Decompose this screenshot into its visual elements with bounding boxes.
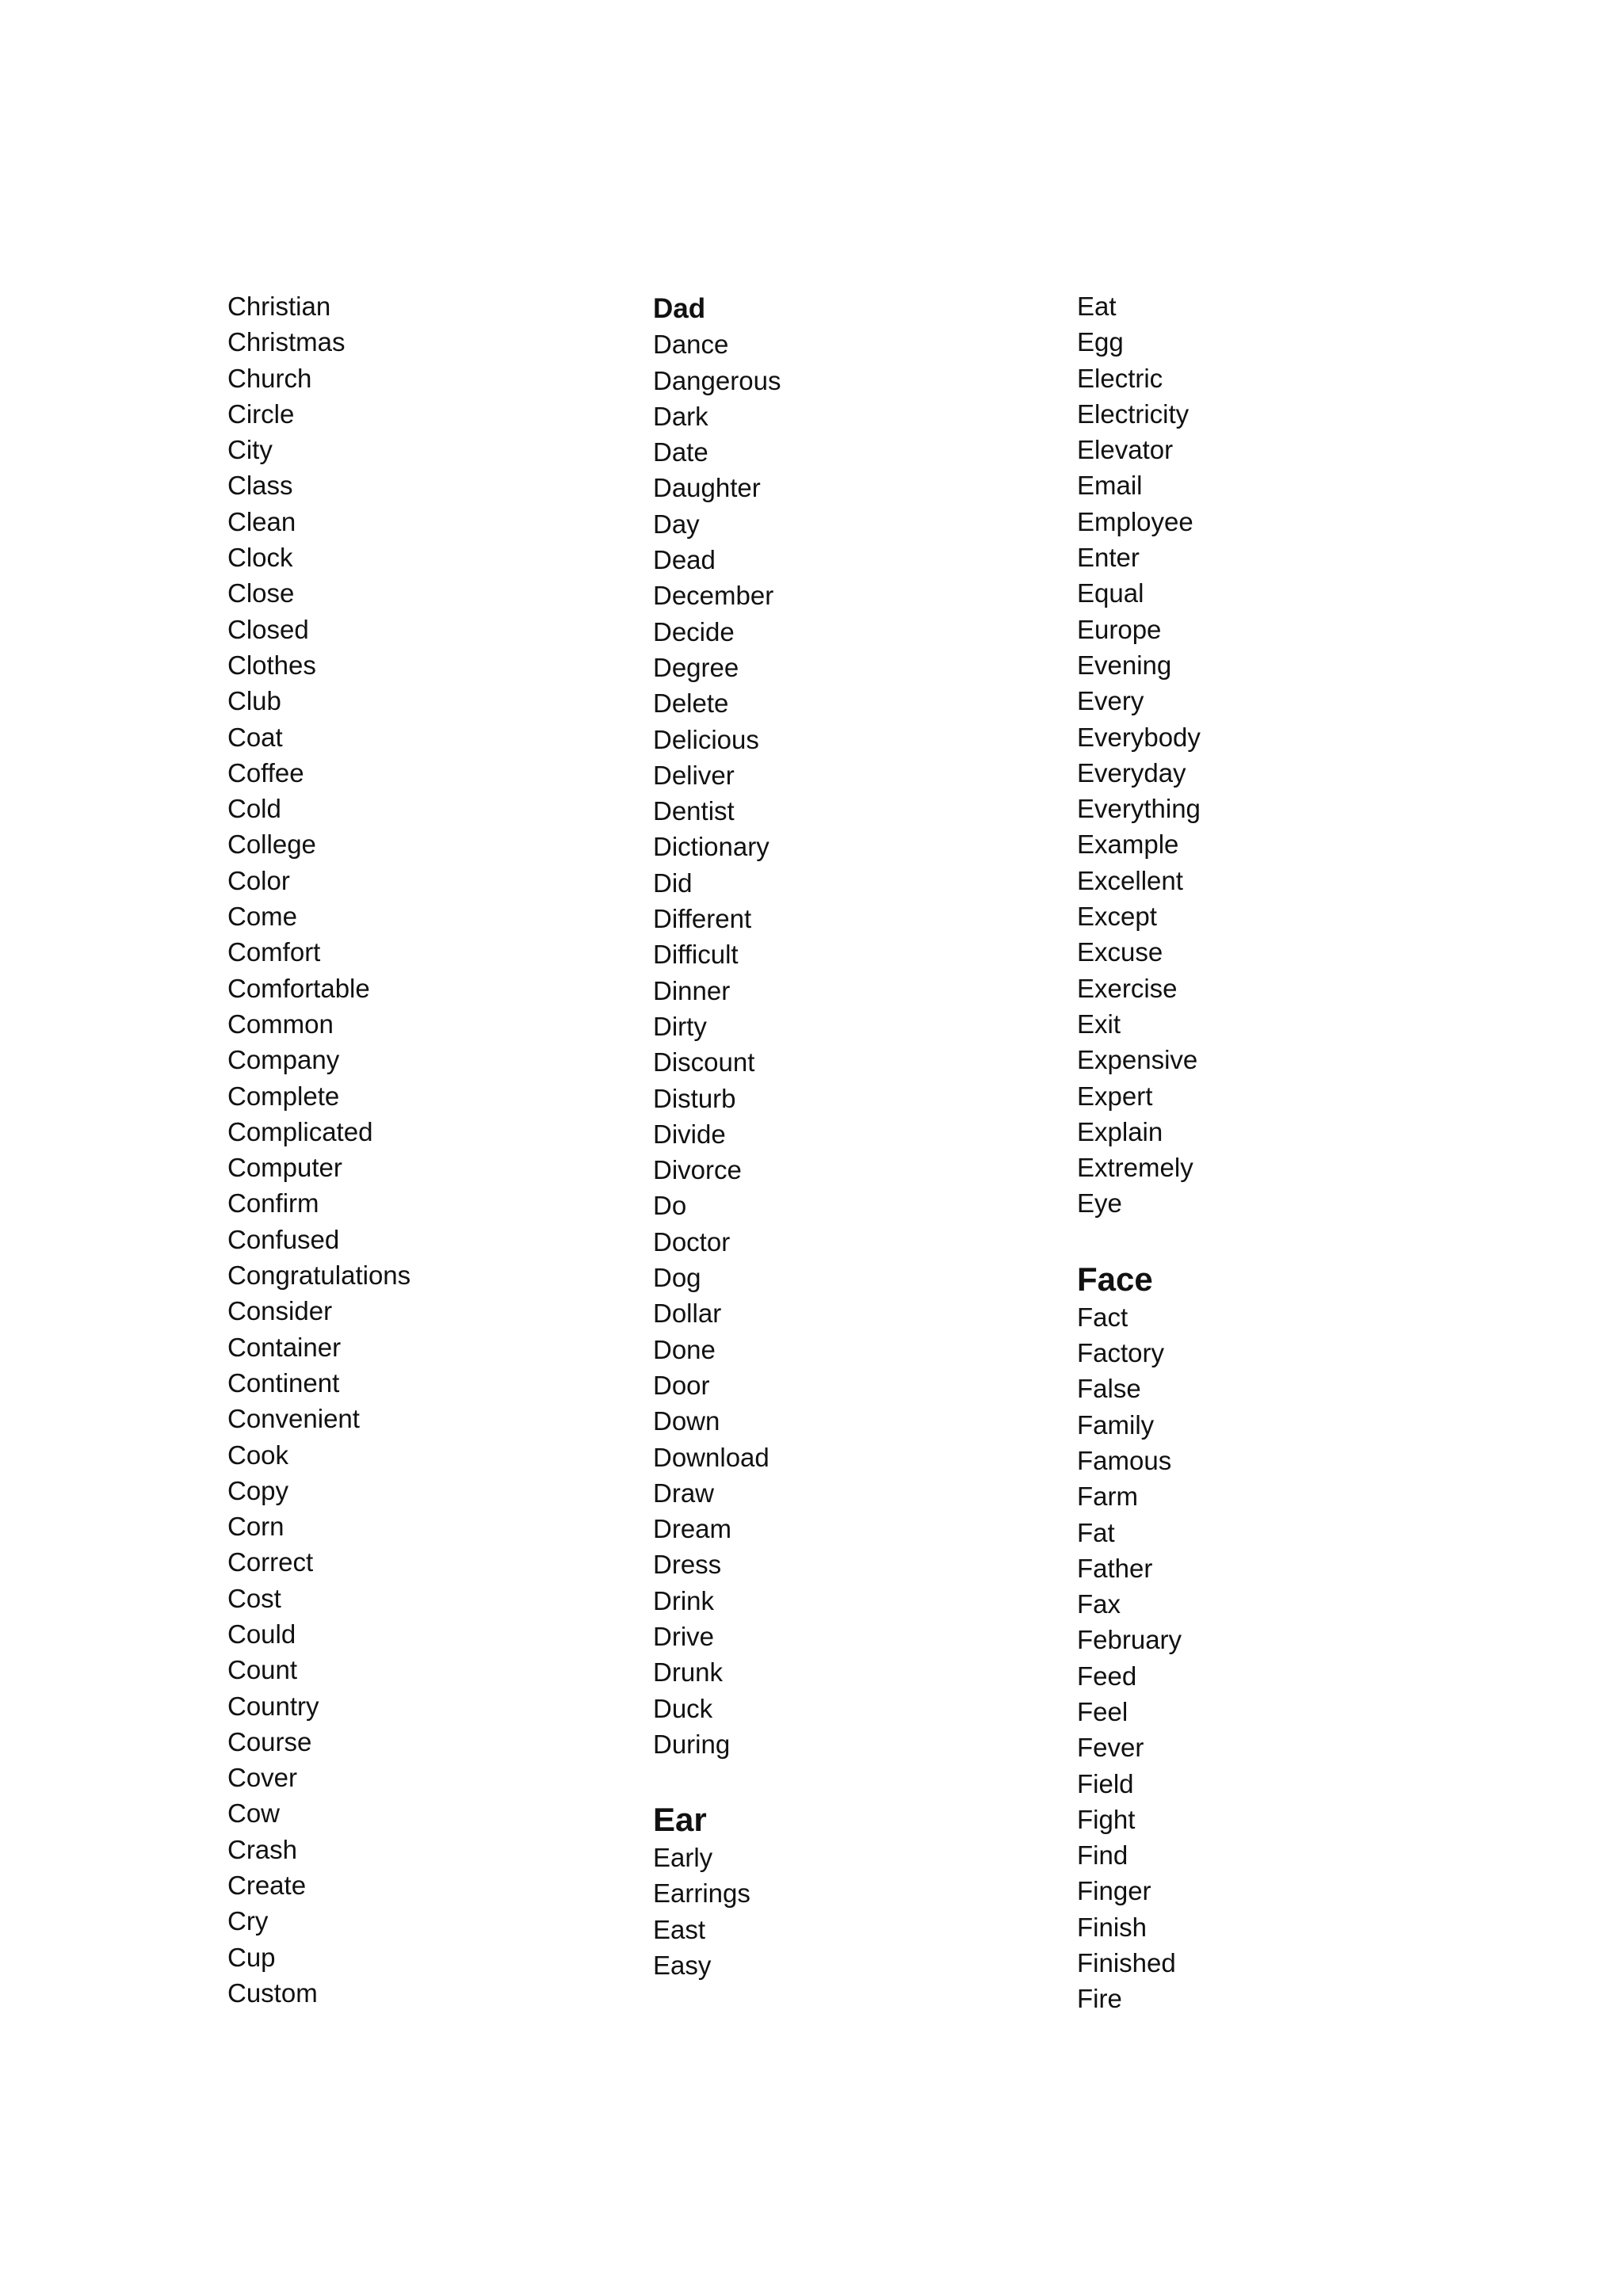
word-item: Color	[227, 865, 290, 895]
word-item: Electricity	[1077, 399, 1190, 429]
word-item: Coat	[227, 722, 283, 752]
word-item: Count	[227, 1655, 298, 1685]
word-item: City	[227, 435, 273, 465]
word-item: Find	[1077, 1840, 1128, 1871]
word-item: Complete	[227, 1081, 340, 1111]
word-item: Excuse	[1077, 937, 1163, 967]
word-item: Continent	[227, 1367, 340, 1398]
word-item: Cow	[227, 1798, 281, 1829]
word-item: Drink	[653, 1585, 715, 1615]
word-item: December	[653, 581, 774, 611]
word-item: Finger	[1077, 1876, 1151, 1906]
word-item: Container	[227, 1332, 342, 1362]
word-item: Finish	[1077, 1912, 1148, 1942]
word-item: Famous	[1077, 1445, 1172, 1475]
word-item: Day	[653, 509, 700, 539]
word-item: Common	[227, 1009, 334, 1039]
word-item: Do	[653, 1191, 687, 1221]
word-item: Everything	[1077, 794, 1201, 824]
word-column-c	[227, 288, 608, 2011]
word-item: Club	[227, 686, 281, 716]
word-item: Drunk	[653, 1657, 724, 1688]
word-item: Cry	[227, 1906, 269, 1936]
word-item: Everybody	[1077, 722, 1201, 752]
word-item: Email	[1077, 471, 1143, 501]
word-item: Cook	[227, 1440, 289, 1470]
word-item: Factory	[1077, 1338, 1165, 1368]
word-item: Fax	[1077, 1589, 1121, 1619]
word-item: Company	[227, 1045, 340, 1075]
word-item: Dentist	[653, 796, 735, 826]
word-item: Dead	[653, 545, 716, 575]
word-item: Explain	[1077, 1116, 1163, 1146]
word-item: Drive	[653, 1621, 715, 1651]
word-item: Cost	[227, 1583, 281, 1613]
word-item: Electric	[1077, 363, 1163, 393]
word-item: Dog	[653, 1263, 701, 1293]
word-item: Father	[1077, 1553, 1153, 1583]
word-item: Egg	[1077, 327, 1124, 357]
word-item: Church	[227, 363, 312, 393]
word-item: Consider	[227, 1296, 333, 1326]
word-item: Extremely	[1077, 1153, 1193, 1183]
word-item: Easy	[653, 1951, 712, 1981]
word-list-f	[1077, 1299, 1457, 2017]
word-item: Course	[227, 1726, 312, 1756]
word-column-e	[1077, 288, 1457, 2017]
spacer	[653, 1762, 1033, 1800]
word-item: Enter	[1077, 543, 1140, 573]
word-item: False	[1077, 1374, 1141, 1404]
word-item: Everyday	[1077, 757, 1186, 788]
word-item: Every	[1077, 686, 1144, 716]
word-item: Congratulations	[227, 1261, 411, 1291]
word-item: Download	[653, 1442, 769, 1472]
word-item: Circle	[227, 399, 295, 429]
word-item: Class	[227, 471, 293, 501]
word-item: Deliver	[653, 760, 735, 790]
word-item: Elevator	[1077, 435, 1174, 465]
word-item: Divorce	[653, 1155, 742, 1185]
word-item: Dictionary	[653, 832, 769, 862]
word-item: Doctor	[653, 1226, 731, 1257]
word-item: Cup	[227, 1942, 276, 1972]
word-item: Delicious	[653, 724, 759, 754]
word-item: Except	[1077, 902, 1157, 932]
word-item: Did	[653, 868, 693, 898]
word-item: East	[653, 1914, 706, 1944]
word-item: Dirty	[653, 1011, 707, 1041]
word-item: Fever	[1077, 1733, 1144, 1763]
word-item: Correct	[227, 1547, 314, 1577]
word-item: Field	[1077, 1768, 1134, 1798]
word-item: Eye	[1077, 1188, 1122, 1219]
section-heading-f: Face	[1077, 1260, 1153, 1298]
word-column-d	[653, 288, 1033, 1983]
section-heading-d: Dad	[653, 293, 706, 324]
word-item: Fat	[1077, 1517, 1115, 1547]
word-item: Feed	[1077, 1661, 1137, 1691]
section-heading-e: Ear	[653, 1801, 707, 1839]
word-item: Confused	[227, 1224, 340, 1254]
word-item: Clothes	[227, 650, 316, 680]
word-item: Daughter	[653, 473, 761, 503]
word-item: Farm	[1077, 1482, 1138, 1512]
word-item: Christian	[227, 292, 331, 321]
word-item: Decide	[653, 616, 735, 646]
word-item: Earrings	[653, 1878, 750, 1909]
word-item: Date	[653, 437, 708, 467]
word-item: Dinner	[653, 975, 731, 1005]
word-item: Expert	[1077, 1081, 1153, 1111]
word-item: Custom	[227, 1978, 318, 2008]
word-item: Europe	[1077, 614, 1162, 644]
word-item: Down	[653, 1406, 720, 1436]
word-list-e	[1077, 288, 1457, 1222]
word-item: Done	[653, 1334, 716, 1364]
word-item: Door	[653, 1370, 710, 1400]
word-item: College	[227, 830, 316, 860]
word-item: Confirm	[227, 1188, 319, 1219]
word-list-d	[653, 326, 1033, 1762]
word-item: Corn	[227, 1512, 285, 1542]
word-item: Exit	[1077, 1009, 1121, 1039]
word-list-e-start	[653, 1840, 1033, 1983]
word-item: Computer	[227, 1153, 342, 1183]
word-item: Duck	[653, 1693, 713, 1723]
word-item: During	[653, 1729, 731, 1759]
word-item: Example	[1077, 830, 1179, 860]
word-item: Comfortable	[227, 973, 370, 1003]
word-item: Dress	[653, 1550, 722, 1580]
word-item: Cover	[227, 1763, 298, 1793]
word-item: Coffee	[227, 757, 304, 788]
word-item: Fire	[1077, 1984, 1122, 2014]
word-item: Complicated	[227, 1116, 373, 1146]
word-item: Copy	[227, 1475, 289, 1505]
word-item: Closed	[227, 614, 309, 644]
word-item: Could	[227, 1619, 296, 1649]
word-item: Expensive	[1077, 1045, 1198, 1075]
word-item: Dangerous	[653, 365, 781, 395]
word-item: Delete	[653, 688, 729, 719]
word-item: Dance	[653, 330, 729, 360]
word-item: Draw	[653, 1478, 715, 1508]
word-item: Finished	[1077, 1948, 1176, 1978]
word-item: Exercise	[1077, 973, 1178, 1003]
word-item: Fight	[1077, 1804, 1136, 1834]
word-item: Difficult	[653, 940, 739, 970]
word-item: Different	[653, 904, 752, 934]
word-item: Early	[653, 1843, 713, 1873]
word-item: Dark	[653, 401, 708, 431]
word-item: Clock	[227, 543, 293, 573]
word-item: Discount	[653, 1047, 755, 1077]
word-item: Create	[227, 1871, 307, 1901]
word-item: Close	[227, 578, 295, 608]
word-item: Convenient	[227, 1404, 360, 1434]
word-item: Christmas	[227, 327, 346, 357]
word-item: Fact	[1077, 1302, 1128, 1332]
word-item: Disturb	[653, 1083, 736, 1113]
word-item: Country	[227, 1691, 319, 1721]
word-item: Equal	[1077, 578, 1144, 608]
word-item: Eat	[1077, 292, 1117, 321]
word-item: Divide	[653, 1119, 726, 1149]
word-item: Clean	[227, 506, 296, 536]
word-item: Family	[1077, 1409, 1155, 1440]
word-item: Comfort	[227, 937, 321, 967]
word-item: Dream	[653, 1514, 732, 1544]
word-item: Excellent	[1077, 865, 1183, 895]
word-item: Evening	[1077, 650, 1172, 680]
word-item: Degree	[653, 652, 739, 682]
word-item: February	[1077, 1625, 1182, 1655]
word-item: Crash	[227, 1834, 298, 1864]
word-item: Employee	[1077, 506, 1193, 536]
word-item: Dollar	[653, 1299, 722, 1329]
spacer	[1077, 1222, 1457, 1260]
word-item: Come	[227, 902, 298, 932]
word-item: Feel	[1077, 1696, 1128, 1726]
word-item: Cold	[227, 794, 281, 824]
